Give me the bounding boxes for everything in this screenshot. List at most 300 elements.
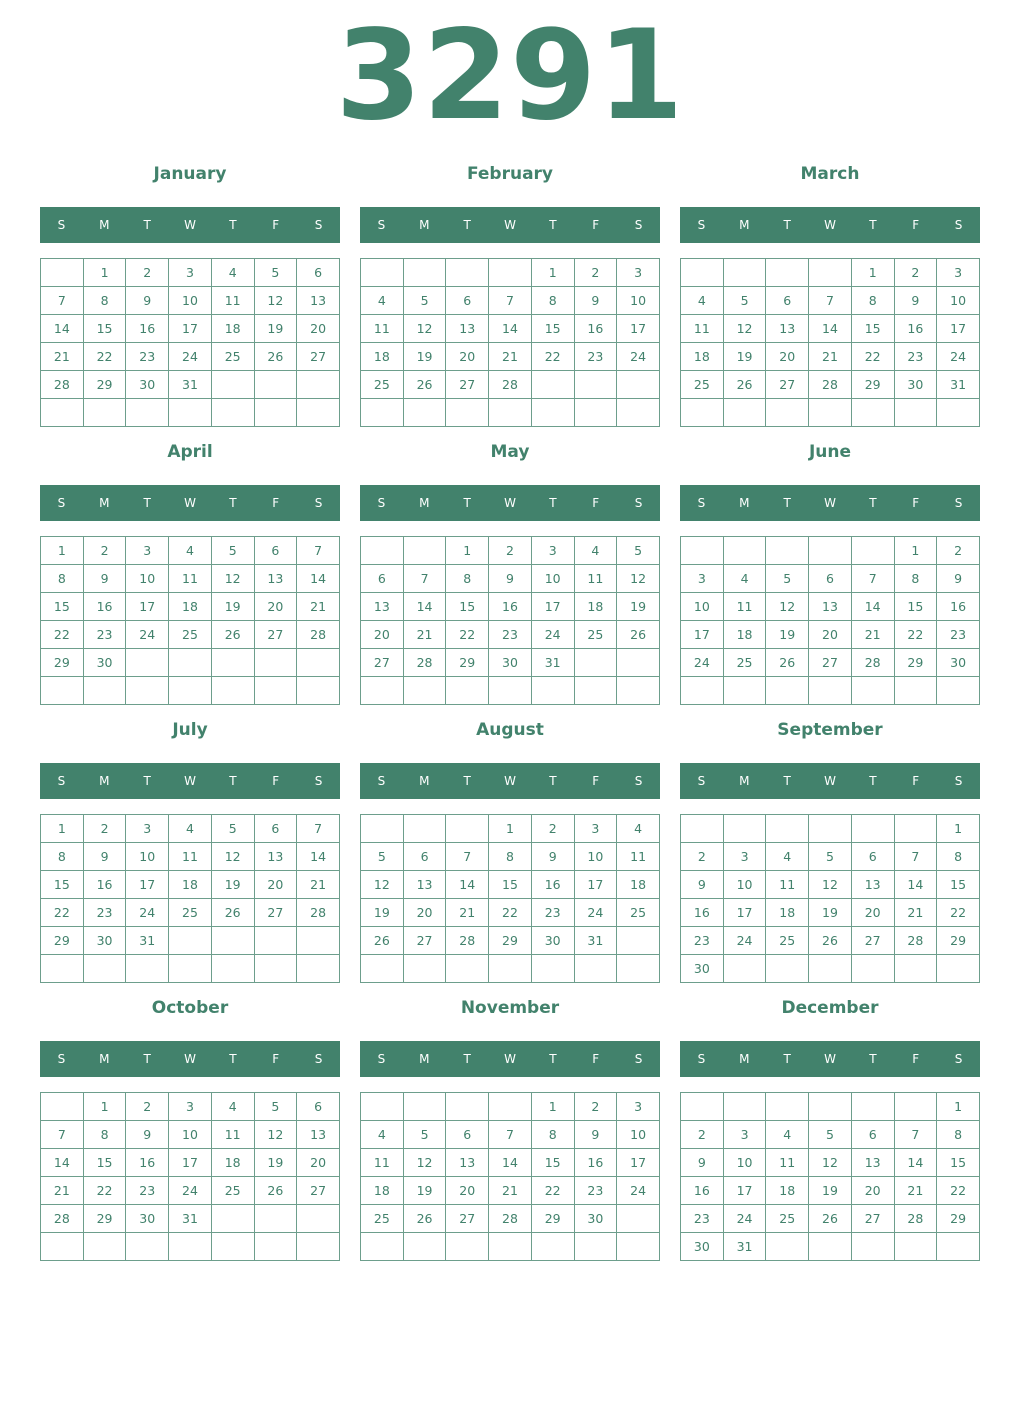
day-cell: 3 <box>681 565 724 593</box>
weekday-label: M <box>739 218 750 232</box>
day-cell: 15 <box>851 315 894 343</box>
day-cell: 21 <box>489 1177 532 1205</box>
weekday-label: S <box>697 1052 706 1066</box>
day-cell: 1 <box>937 1093 980 1121</box>
week-row <box>681 677 980 705</box>
day-cell <box>446 259 489 287</box>
day-cell: 2 <box>937 537 980 565</box>
day-cell <box>681 1093 724 1121</box>
day-cell: 20 <box>809 621 852 649</box>
day-cell: 15 <box>41 871 84 899</box>
week-row <box>41 593 340 621</box>
weekday-label: T <box>869 218 877 232</box>
day-cell: 12 <box>361 871 404 899</box>
day-cell: 14 <box>446 871 489 899</box>
weekday-label: W <box>824 774 836 788</box>
day-cell: 3 <box>937 259 980 287</box>
day-cell: 24 <box>937 343 980 371</box>
day-cell: 15 <box>531 315 574 343</box>
week-row <box>361 399 660 427</box>
weekday-label: W <box>504 218 516 232</box>
day-cell: 20 <box>254 871 297 899</box>
day-cell: 17 <box>937 315 980 343</box>
day-cell <box>574 677 617 705</box>
day-grid <box>680 1092 980 1261</box>
day-cell: 28 <box>297 621 340 649</box>
day-cell: 7 <box>851 565 894 593</box>
day-cell: 24 <box>723 1205 766 1233</box>
day-cell: 18 <box>723 621 766 649</box>
week-row <box>361 899 660 927</box>
day-cell <box>851 1233 894 1261</box>
day-grid <box>360 536 660 705</box>
day-grid <box>680 258 980 427</box>
day-cell <box>254 1233 297 1261</box>
week-row <box>361 927 660 955</box>
day-cell: 15 <box>937 1149 980 1177</box>
day-cell: 19 <box>403 1177 446 1205</box>
weekday-label: W <box>184 774 196 788</box>
day-cell: 26 <box>766 649 809 677</box>
weekday-label: F <box>272 218 280 232</box>
weekday-header <box>680 763 980 799</box>
day-cell: 8 <box>83 287 126 315</box>
day-cell: 29 <box>83 371 126 399</box>
day-cell: 6 <box>851 843 894 871</box>
day-cell: 24 <box>169 1177 212 1205</box>
weekday-label: W <box>824 1052 836 1066</box>
day-cell: 7 <box>403 565 446 593</box>
week-row <box>41 955 340 983</box>
day-cell: 30 <box>531 927 574 955</box>
day-cell <box>617 371 660 399</box>
day-cell: 18 <box>681 343 724 371</box>
week-row <box>361 343 660 371</box>
day-cell: 18 <box>766 1177 809 1205</box>
week-row <box>361 1177 660 1205</box>
day-cell: 28 <box>489 1205 532 1233</box>
day-cell <box>681 677 724 705</box>
day-cell: 6 <box>254 537 297 565</box>
day-cell: 9 <box>574 1121 617 1149</box>
weekday-label: T <box>229 774 237 788</box>
week-row <box>41 287 340 315</box>
day-cell: 6 <box>254 815 297 843</box>
day-cell <box>446 955 489 983</box>
weekday-label: M <box>419 774 430 788</box>
day-cell: 4 <box>361 287 404 315</box>
day-cell <box>617 399 660 427</box>
weekday-label: T <box>783 218 791 232</box>
week-row <box>681 1093 980 1121</box>
weekday-header <box>360 207 660 243</box>
day-cell: 7 <box>489 1121 532 1149</box>
day-cell: 12 <box>254 1121 297 1149</box>
weekday-header <box>40 763 340 799</box>
day-cell: 24 <box>531 621 574 649</box>
day-cell: 5 <box>766 565 809 593</box>
day-cell: 6 <box>297 259 340 287</box>
day-cell: 31 <box>937 371 980 399</box>
week-row <box>681 815 980 843</box>
weekday-label: S <box>57 1052 66 1066</box>
day-cell: 6 <box>297 1093 340 1121</box>
day-cell: 27 <box>254 899 297 927</box>
day-cell <box>169 649 212 677</box>
day-cell: 16 <box>681 1177 724 1205</box>
weekday-label: S <box>377 496 386 510</box>
day-cell: 16 <box>83 593 126 621</box>
day-cell <box>297 399 340 427</box>
day-cell: 15 <box>489 871 532 899</box>
day-cell: 9 <box>489 565 532 593</box>
day-cell: 2 <box>83 815 126 843</box>
day-cell: 19 <box>617 593 660 621</box>
day-cell: 17 <box>574 871 617 899</box>
day-cell: 4 <box>169 537 212 565</box>
day-cell: 13 <box>254 565 297 593</box>
day-cell: 4 <box>766 1121 809 1149</box>
day-cell <box>83 955 126 983</box>
week-row <box>41 677 340 705</box>
day-cell: 20 <box>851 899 894 927</box>
weekday-label: M <box>739 496 750 510</box>
day-cell: 13 <box>766 315 809 343</box>
day-cell: 10 <box>531 565 574 593</box>
day-cell: 16 <box>894 315 937 343</box>
weekday-label: S <box>314 496 323 510</box>
week-row <box>41 371 340 399</box>
day-cell <box>766 1233 809 1261</box>
day-cell: 5 <box>254 259 297 287</box>
day-cell: 27 <box>254 621 297 649</box>
day-cell <box>617 649 660 677</box>
day-cell: 27 <box>446 371 489 399</box>
day-cell: 16 <box>83 871 126 899</box>
day-cell: 21 <box>894 899 937 927</box>
day-cell: 1 <box>446 537 489 565</box>
day-cell <box>894 1233 937 1261</box>
day-grid <box>40 814 340 983</box>
day-cell: 27 <box>809 649 852 677</box>
weekday-label: T <box>229 218 237 232</box>
day-cell <box>169 399 212 427</box>
week-row <box>41 899 340 927</box>
weekday-label: S <box>634 1052 643 1066</box>
week-row <box>41 843 340 871</box>
day-cell: 28 <box>446 927 489 955</box>
day-cell: 22 <box>41 899 84 927</box>
week-row <box>681 1149 980 1177</box>
week-row <box>361 565 660 593</box>
weekday-label: M <box>419 1052 430 1066</box>
day-cell: 22 <box>851 343 894 371</box>
day-cell <box>403 537 446 565</box>
day-cell: 23 <box>681 927 724 955</box>
day-cell <box>617 1233 660 1261</box>
day-cell <box>489 677 532 705</box>
day-cell: 25 <box>723 649 766 677</box>
day-cell: 26 <box>361 927 404 955</box>
day-cell: 3 <box>169 1093 212 1121</box>
day-cell: 30 <box>681 1233 724 1261</box>
day-cell: 30 <box>83 927 126 955</box>
day-cell: 13 <box>809 593 852 621</box>
day-cell: 20 <box>446 1177 489 1205</box>
week-row <box>681 621 980 649</box>
weekday-label: T <box>549 1052 557 1066</box>
weekday-label: W <box>824 496 836 510</box>
day-cell <box>851 537 894 565</box>
week-row <box>41 1233 340 1261</box>
day-cell: 27 <box>361 649 404 677</box>
day-cell: 19 <box>403 343 446 371</box>
weekday-label: T <box>549 774 557 788</box>
day-cell: 4 <box>723 565 766 593</box>
weekday-label: T <box>869 1052 877 1066</box>
day-cell: 12 <box>723 315 766 343</box>
week-row <box>361 371 660 399</box>
weekday-label: T <box>143 774 151 788</box>
day-cell: 20 <box>297 1149 340 1177</box>
week-row <box>681 1177 980 1205</box>
day-cell: 24 <box>617 1177 660 1205</box>
day-cell: 11 <box>361 1149 404 1177</box>
day-cell: 13 <box>297 287 340 315</box>
week-row <box>41 1177 340 1205</box>
day-cell: 27 <box>297 343 340 371</box>
day-cell: 15 <box>446 593 489 621</box>
day-cell: 7 <box>446 843 489 871</box>
week-row <box>361 1121 660 1149</box>
day-cell <box>809 815 852 843</box>
week-row <box>361 287 660 315</box>
weekday-label: F <box>592 1052 600 1066</box>
week-row <box>681 1233 980 1261</box>
day-cell: 8 <box>894 565 937 593</box>
month-name: April <box>167 442 213 462</box>
day-cell: 30 <box>894 371 937 399</box>
day-cell: 1 <box>41 815 84 843</box>
day-cell: 29 <box>83 1205 126 1233</box>
week-row <box>361 1149 660 1177</box>
day-cell <box>211 371 254 399</box>
weekday-label: T <box>143 218 151 232</box>
weekday-label: S <box>954 1052 963 1066</box>
day-cell: 26 <box>254 343 297 371</box>
day-cell: 23 <box>574 1177 617 1205</box>
day-cell: 14 <box>851 593 894 621</box>
month-name: November <box>460 998 560 1018</box>
weekday-label: W <box>824 218 836 232</box>
day-cell: 21 <box>403 621 446 649</box>
day-cell: 22 <box>83 343 126 371</box>
day-cell: 21 <box>297 593 340 621</box>
day-cell: 11 <box>723 593 766 621</box>
day-cell: 18 <box>211 315 254 343</box>
day-cell <box>766 955 809 983</box>
day-cell <box>446 399 489 427</box>
day-cell: 22 <box>937 1177 980 1205</box>
day-cell: 24 <box>126 621 169 649</box>
day-cell: 11 <box>617 843 660 871</box>
day-cell: 23 <box>126 343 169 371</box>
day-cell: 16 <box>531 871 574 899</box>
week-row <box>361 843 660 871</box>
day-cell: 13 <box>851 871 894 899</box>
day-cell: 30 <box>489 649 532 677</box>
day-cell: 28 <box>41 1205 84 1233</box>
day-cell: 19 <box>211 871 254 899</box>
day-grid <box>40 1092 340 1261</box>
day-cell: 19 <box>809 1177 852 1205</box>
day-cell <box>361 815 404 843</box>
week-row <box>41 649 340 677</box>
day-cell: 11 <box>574 565 617 593</box>
day-cell <box>254 371 297 399</box>
day-cell: 8 <box>531 1121 574 1149</box>
day-cell: 3 <box>723 843 766 871</box>
day-cell: 1 <box>489 815 532 843</box>
day-cell: 25 <box>211 1177 254 1205</box>
day-cell <box>211 1233 254 1261</box>
day-cell <box>297 371 340 399</box>
day-cell: 2 <box>574 259 617 287</box>
day-cell: 25 <box>617 899 660 927</box>
day-cell: 18 <box>617 871 660 899</box>
week-row <box>41 1149 340 1177</box>
day-cell: 12 <box>809 871 852 899</box>
weekday-label: W <box>504 496 516 510</box>
day-cell: 6 <box>446 287 489 315</box>
day-cell: 8 <box>446 565 489 593</box>
day-cell: 29 <box>894 649 937 677</box>
day-cell: 24 <box>617 343 660 371</box>
day-grid <box>40 258 340 427</box>
day-cell: 20 <box>297 315 340 343</box>
day-cell: 4 <box>681 287 724 315</box>
day-cell: 11 <box>211 287 254 315</box>
day-cell: 3 <box>126 537 169 565</box>
day-cell: 24 <box>126 899 169 927</box>
day-cell: 13 <box>851 1149 894 1177</box>
day-cell: 31 <box>723 1233 766 1261</box>
day-cell: 10 <box>574 843 617 871</box>
day-cell: 7 <box>894 1121 937 1149</box>
day-cell: 24 <box>681 649 724 677</box>
day-cell <box>723 259 766 287</box>
day-cell: 17 <box>531 593 574 621</box>
day-cell: 16 <box>681 899 724 927</box>
weekday-label: S <box>634 496 643 510</box>
day-cell: 2 <box>681 1121 724 1149</box>
day-cell: 11 <box>169 565 212 593</box>
day-cell: 19 <box>766 621 809 649</box>
week-row <box>41 1121 340 1149</box>
day-cell: 22 <box>489 899 532 927</box>
day-cell: 21 <box>446 899 489 927</box>
day-cell <box>809 955 852 983</box>
day-cell <box>83 399 126 427</box>
day-cell: 4 <box>361 1121 404 1149</box>
day-cell: 20 <box>403 899 446 927</box>
day-cell: 14 <box>489 1149 532 1177</box>
week-row <box>41 343 340 371</box>
weekday-label: F <box>912 496 920 510</box>
day-cell: 1 <box>937 815 980 843</box>
week-row <box>41 259 340 287</box>
week-row <box>361 871 660 899</box>
day-cell <box>446 815 489 843</box>
day-cell <box>403 815 446 843</box>
day-cell: 23 <box>574 343 617 371</box>
day-cell <box>126 955 169 983</box>
day-cell: 21 <box>489 343 532 371</box>
week-row <box>681 899 980 927</box>
day-cell: 20 <box>446 343 489 371</box>
weekday-header <box>40 1041 340 1077</box>
week-row <box>41 537 340 565</box>
day-cell <box>41 1093 84 1121</box>
day-cell: 9 <box>126 287 169 315</box>
day-cell: 7 <box>489 287 532 315</box>
day-cell: 3 <box>169 259 212 287</box>
day-cell: 15 <box>531 1149 574 1177</box>
day-cell <box>574 1233 617 1261</box>
day-cell: 17 <box>617 315 660 343</box>
day-cell: 25 <box>766 1205 809 1233</box>
day-cell: 3 <box>617 1093 660 1121</box>
week-row <box>41 815 340 843</box>
day-cell: 10 <box>617 1121 660 1149</box>
day-cell: 9 <box>894 287 937 315</box>
day-cell: 9 <box>83 843 126 871</box>
day-cell <box>361 537 404 565</box>
day-cell: 13 <box>446 315 489 343</box>
day-cell <box>361 399 404 427</box>
day-cell <box>851 399 894 427</box>
week-row <box>681 565 980 593</box>
day-cell: 3 <box>574 815 617 843</box>
day-cell <box>297 955 340 983</box>
day-cell: 16 <box>489 593 532 621</box>
day-cell <box>937 677 980 705</box>
weekday-label: T <box>143 1052 151 1066</box>
day-cell: 31 <box>531 649 574 677</box>
day-cell: 18 <box>766 899 809 927</box>
week-row <box>681 259 980 287</box>
month-name: May <box>490 442 530 462</box>
day-cell: 27 <box>766 371 809 399</box>
weekday-label: M <box>739 1052 750 1066</box>
day-cell: 18 <box>361 1177 404 1205</box>
day-cell: 29 <box>41 649 84 677</box>
day-cell: 22 <box>83 1177 126 1205</box>
day-cell: 5 <box>403 1121 446 1149</box>
day-cell: 29 <box>937 927 980 955</box>
day-cell: 11 <box>361 315 404 343</box>
day-cell <box>617 955 660 983</box>
weekday-label: S <box>57 218 66 232</box>
day-cell <box>211 1205 254 1233</box>
day-cell: 13 <box>403 871 446 899</box>
week-row <box>681 371 980 399</box>
day-cell: 30 <box>126 371 169 399</box>
day-cell <box>297 927 340 955</box>
day-cell <box>723 1093 766 1121</box>
day-cell <box>41 1233 84 1261</box>
day-cell: 16 <box>574 1149 617 1177</box>
